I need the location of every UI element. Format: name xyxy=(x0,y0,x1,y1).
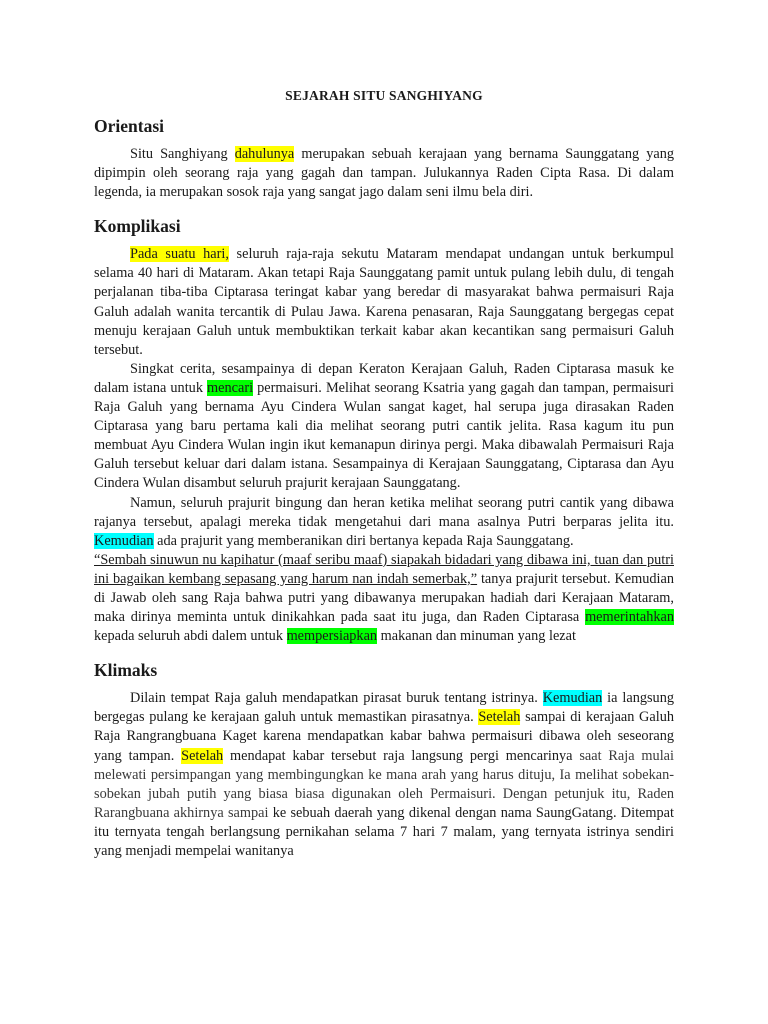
paragraph-komplikasi-3: Namun, seluruh prajurit bingung dan heran ketika melihat seorang putri cantik yang dibawa rajanya tersebut, apalagi mereka tidak mengetahui dari mana asalnya Putri berparas jelita itu. Kemudian ada prajurit yang memberanikan diri bertanya kepada Raja Saunggatang. “Sembah sinuwun nu kapihatur (maaf seribu maaf) siapakah bidadari yang dibawa ini, tuan dan putri ini bagaikan kembang sepasang yang harum nan indah semerbak,” tanya prajurit tersebut. Kemudian di Jawab oleh sang Raja bahwa putri yang dibawanya merupakan hadiah dari Kerajaan Mataram, maka dirinya meminta untuk dinikahkan pada saat itu juga, dan Raden Ciptarasa memerintahkan kepada seluruh abdi dalem untuk mempersiapkan makanan dan minuman yang lezat xyxy=(94,494,674,645)
underlined-quote: “Sembah sinuwun nu kapihatur (maaf seribu maaf) siapakah bidadari yang dibawa ini, tuan dan putri ini bagaikan kembang sepasang yang harum nan indah semerbak,” xyxy=(94,551,674,587)
heading-komplikasi: Komplikasi xyxy=(94,216,181,237)
gray-text: saat Raja mulai melewati persimpangan yang membingungkan ke mana arah yang harus dituju, Ia melihat sobekan-sobekan jubah putih yang biasa biasa digunakan oleh Permaisuri. Dengan petunjuk itu, Raden Rarangbuana akhirnya sampai xyxy=(94,747,674,821)
paragraph-komplikasi-2: Singkat cerita, sesampainya di depan Keraton Kerajaan Galuh, Raden Ciptarasa masuk ke dalam istana untuk mencari permaisuri. Melihat seorang Ksatria yang gagah dan tampan, permaisuri Raja Galuh yang bernama Ayu Cindera Wulan sangat kaget, hal serupa juga dirasakan Raden Ciptarasa yang baru pertama kali dia melihat seorang putri cantik jelita. Rasa kagum itu pun membuat Ayu Cindera Wulan ingin ikut kemanapun dirinya pergi. Maka dibawalah Permaisuri Raja Galuh tersebut keluar dari dalam istana. Sesampainya di Kerajaan Saunggatang, Ciptarasa dan Ayu Cindera Wulan disambut seluruh prajurit kerajaan Saunggatang. xyxy=(94,360,674,492)
highlight-setelah-1: Setelah xyxy=(478,709,521,726)
highlight-setelah-2: Setelah xyxy=(181,747,224,764)
heading-klimaks: Klimaks xyxy=(94,660,158,681)
highlight-pada-suatu-hari: Pada suatu hari, xyxy=(130,246,229,263)
section-komplikasi xyxy=(94,216,674,646)
highlight-kemudian-2: Kemudian xyxy=(542,690,603,707)
paragraph-orientasi-1: Situ Sanghiyang dahulunya merupakan sebuah kerajaan yang bernama Saunggatang yang dipimpin oleh seorang raja yang gagah dan tampan. Julukannya Raden Cipta Rasa. Di dalam legenda, ia merupakan sosok raja yang sangat jago dalam seni ilmu bela diri. xyxy=(94,146,674,201)
section-klimaks xyxy=(94,660,674,861)
paragraph-klimaks-1: Dilain tempat Raja galuh mendapatkan pirasat buruk tentang istrinya. Kemudian ia langsung bergegas pulang ke kerajaan galuh untuk memastikan pirasatnya. Setelah sampai di kerajaan Galuh Raja Rangrangbuana Kaget karena mendapatkan kabar bahwa permaisuri dibawa oleh seseorang yang tampan. Setelah mendapat kabar tersebut raja langsung pergi mencarinya saat Raja mulai melewati persimpangan yang membingungkan ke mana arah yang harus dituju, Ia melihat sobekan-sobekan jubah putih yang biasa biasa digunakan oleh Permaisuri. Dengan petunjuk itu, Raden Rarangbuana akhirnya sampai ke sebuah daerah yang dikenal dengan nama SaungGatang. Ditempat itu ternyata tengah berlangsung pernikahan selama 7 hari 7 malam, yang ternyata istrinya sendiri yang menjadi mempelai wanitanya xyxy=(94,690,674,859)
paragraph-komplikasi-1: Pada suatu hari, seluruh raja-raja sekutu Mataram mendapat undangan untuk berkumpul selama 40 hari di Mataram. Akan tetapi Raja Saunggatang pamit untuk pulang lebih dulu, di tengah perjalanan tiba-tiba Ciptarasa teringat kabar yang beredar di masyarakat bahwa permaisuri Raja Galuh adalah wanita tercantik di Pulau Jawa. Karena penasaran, Raja Saunggatang bergegas cepat menuju kerajaan Galuh untuk membuktikan terkait kabar akan kecantikan sang permaisuri Galuh tersebut. xyxy=(94,246,675,358)
highlight-memerintahkan: memerintahkan xyxy=(585,609,674,626)
document-title: SEJARAH SITU SANGHIYANG xyxy=(285,88,483,103)
highlight-mencari: mencari xyxy=(207,379,254,396)
highlight-kemudian-1: Kemudian xyxy=(94,532,154,549)
highlight-dahulunya: dahulunya xyxy=(234,146,295,162)
heading-orientasi: Orientasi xyxy=(94,116,164,136)
highlight-mempersiapkan: mempersiapkan xyxy=(286,628,378,645)
section-orientasi xyxy=(94,116,674,202)
